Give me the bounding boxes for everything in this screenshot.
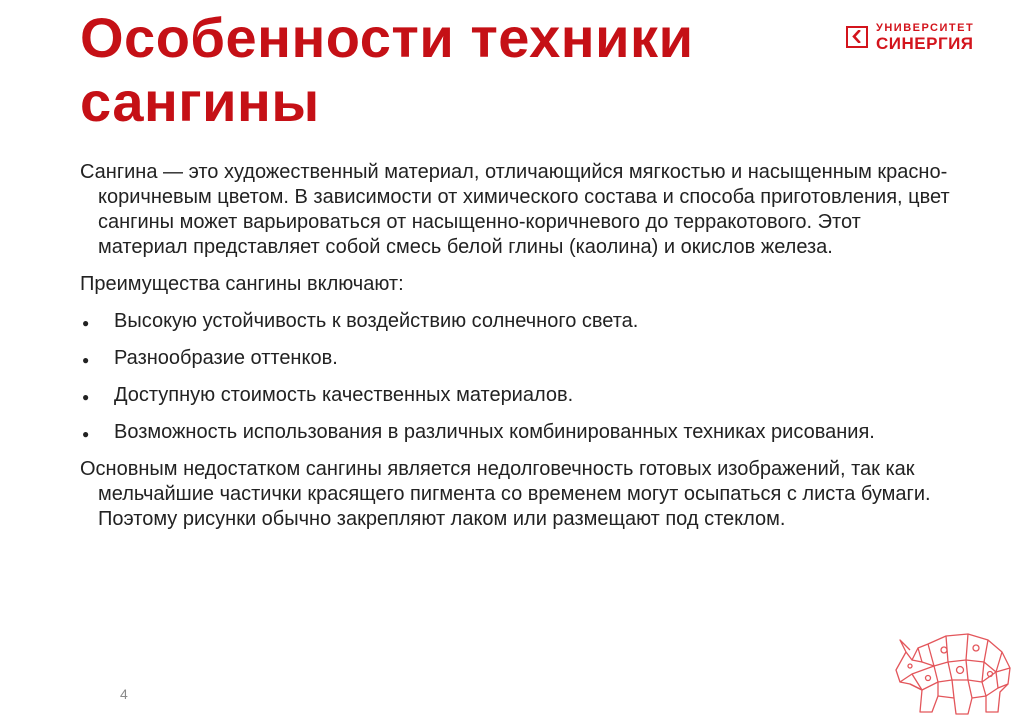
drawback-paragraph: Основным недостатком сангины является недолговечность готовых изображений, так как мельчайшие частички красящего пигмента со временем могут осыпаться с листа бумаги. Поэтому рисунки обычно закрепляют лаком или размещают под стеклом.: [80, 458, 931, 530]
list-item-text: Возможность использования в различных комбинированных техниках рисования.: [114, 421, 875, 443]
bullet-icon: ●: [82, 316, 90, 330]
slide-body: [80, 160, 950, 544]
university-logo: [846, 19, 996, 55]
advantages-list: [80, 309, 950, 445]
list-item: [80, 309, 950, 334]
list-item: [80, 420, 950, 445]
logo-text: [876, 23, 974, 52]
bullet-icon: ●: [82, 353, 90, 367]
intro-paragraph: Сангина — это художественный материал, отличающийся мягкостью и насыщенным красно-коричневым цветом. В зависимости от химического состава и способа приготовления, цвет сангины может варьироваться от насыщенно-коричневого до терракотового. Этот материал представляет собой смесь белой глины (каолина) и окислов железа.: [80, 161, 950, 258]
list-item: [80, 383, 950, 408]
bullet-icon: ●: [82, 390, 90, 404]
rhino-mascot-icon: [888, 622, 1020, 718]
logo-university-label: УНИВЕРСИТЕТ: [876, 21, 975, 34]
list-item-text: Разнообразие оттенков.: [114, 347, 338, 369]
list-item-text: Высокую устойчивость к воздействию солнечного света.: [114, 310, 639, 332]
synergy-logo-mark-icon: [846, 26, 868, 48]
page-number: 4: [120, 686, 128, 702]
slide-title: Особенности техники сангины: [80, 6, 694, 133]
advantages-heading: Преимущества сангины включают:: [80, 273, 404, 295]
list-item: [80, 346, 950, 371]
list-item-text: Доступную стоимость качественных материалов.: [114, 384, 574, 406]
bullet-icon: ●: [82, 427, 90, 441]
logo-synergy-label: СИНЕРГИЯ: [876, 33, 974, 53]
